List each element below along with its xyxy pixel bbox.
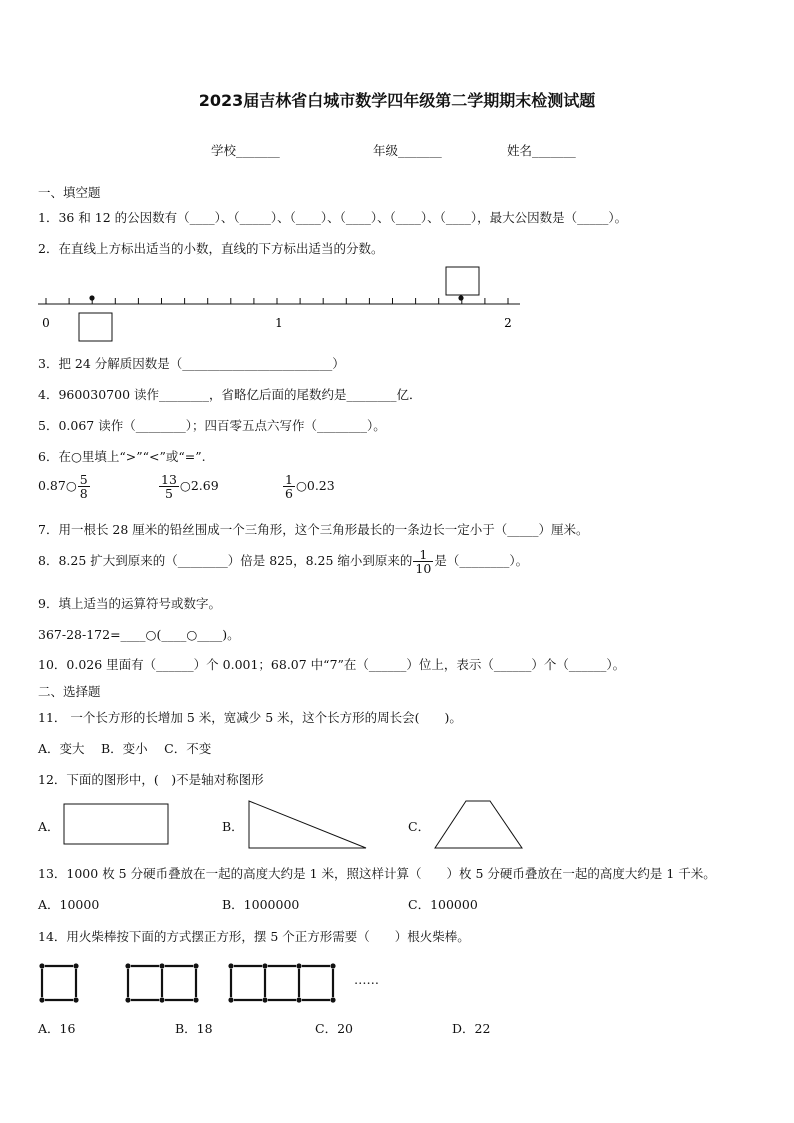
matchstick-squares [38,958,408,1006]
option-a-label: A． [38,819,60,834]
tick-label-0: 0 [42,316,50,330]
question-13-option-c: C．100000 [408,897,478,912]
question-7: 7．用一根长 28 厘米的铅丝围成一个三角形，这个三角形最长的一条边长一定小于（_____）厘米。 [38,522,589,537]
grade-field: 年级_______ [373,143,442,158]
question-14-option-b: B．18 [175,1021,213,1036]
question-5: 5．0.067 读作（________）；四百零五点六写作（________）。 [38,418,386,433]
question-13-option-a: A．10000 [38,897,100,912]
question-8 [38,548,528,575]
compare-a-prefix: 0.87○ [38,478,77,494]
fraction-13-5: $\frac{13}{5}$ [161,472,177,502]
matchstick-head [125,997,130,1002]
section-choice: 二、选择题 [38,684,101,699]
question-9-expression: 367-28-172=____○(____○____)。 [38,627,240,642]
matchstick-head [228,997,233,1002]
question-8-part1: 8．8.25 扩大到原来的（________）倍是 825，8.25 缩小到原来的 [38,553,413,569]
question-14: 14．用火柴棒按下面的方式摆正方形，摆 5 个正方形需要（ ）根火柴棒。 [38,929,470,944]
matchstick-head [228,963,233,968]
question-13-option-b: B．1000000 [222,897,300,912]
tick-label-1: 1 [275,316,283,330]
question-11: 11． 一个长方形的长增加 5 米，宽减少 5 米，这个长方形的周长会( )。 [38,710,462,725]
question-2: 2．在直线上方标出适当的小数，直线的下方标出适当的分数。 [38,241,384,256]
question-12: 12．下面的图形中，( )不是轴对称图形 [38,772,264,787]
page-title: 2023届吉林省白城市数学四年级第二学期期末检测试题 [198,91,596,110]
matchstick-head [330,997,335,1002]
section-fill-blank: 一、填空题 [38,185,101,200]
option-c-label: C． [408,819,431,834]
question-1: 1．36 和 12 的公因数有（____）、（_____）、（____）、（____）、（____）、（____），最大公因数是（_____）。 [38,210,628,225]
compare-c-suffix: ○0.23 [295,478,335,494]
question-14-option-d: D．22 [452,1021,491,1036]
matchstick-head [73,963,78,968]
compare-item-c [282,473,335,500]
answer-box-below [79,313,112,341]
matchstick-head [296,997,301,1002]
matchstick-head [73,997,78,1002]
rectangle-shape [62,802,172,848]
fraction-5-8: $\frac{5}{8}$ [79,472,88,502]
question-13: 13．1000 枚 5 分硬币叠放在一起的高度大约是 1 米，照这样计算（ ）枚 5 分硬币叠放在一起的高度大约是 1 千米。 [38,866,716,881]
question-4: 4．960030700 读作________，省略亿后面的尾数约是________亿． [38,387,422,402]
fraction-1-10: $\frac{1}{10}$ [415,547,432,577]
matchstick-head [159,997,164,1002]
matchstick-head [39,963,44,968]
matchstick-head [296,963,301,968]
question-11-options: A．变大 B．变小 C．不变 [38,741,212,756]
matchstick-head [193,997,198,1002]
name-field: 姓名_______ [507,143,576,158]
question-14-option-a: A．16 [38,1021,76,1036]
matchstick-head [262,963,267,968]
matchstick-head [159,963,164,968]
matchstick-head [262,997,267,1002]
option-b-label: B． [222,819,244,834]
compare-item-a [38,473,91,500]
question-6: 6．在○里填上“>”“<”或“=”. [38,449,206,464]
question-3: 3．把 24 分解质因数是（________________________） [38,356,345,371]
matchstick-head [193,963,198,968]
point-marker-1 [89,295,94,300]
matchstick-head [330,963,335,968]
question-8-part2: 是（________）。 [434,553,529,569]
matchstick-head [125,963,130,968]
right-triangle-shape [246,798,371,852]
fraction-1-6: $\frac{1}{6}$ [285,472,293,502]
trapezoid-shape [432,798,526,852]
question-10: 10．0.026 里面有（______）个 0.001；68.07 中“7”在（______）位上，表示（______）个（______）。 [38,657,626,672]
question-14-option-c: C．20 [315,1021,353,1036]
question-9: 9．填上适当的运算符号或数字。 [38,596,221,611]
point-marker-2 [458,295,463,300]
school-field: 学校_______ [211,143,280,158]
continuation-dots: …… [354,972,379,987]
compare-b-suffix: ○2.69 [179,478,219,494]
matchstick-head [39,997,44,1002]
number-line [36,262,526,344]
compare-item-b [158,473,219,500]
tick-label-2: 2 [504,316,512,330]
answer-box-above [446,267,479,295]
